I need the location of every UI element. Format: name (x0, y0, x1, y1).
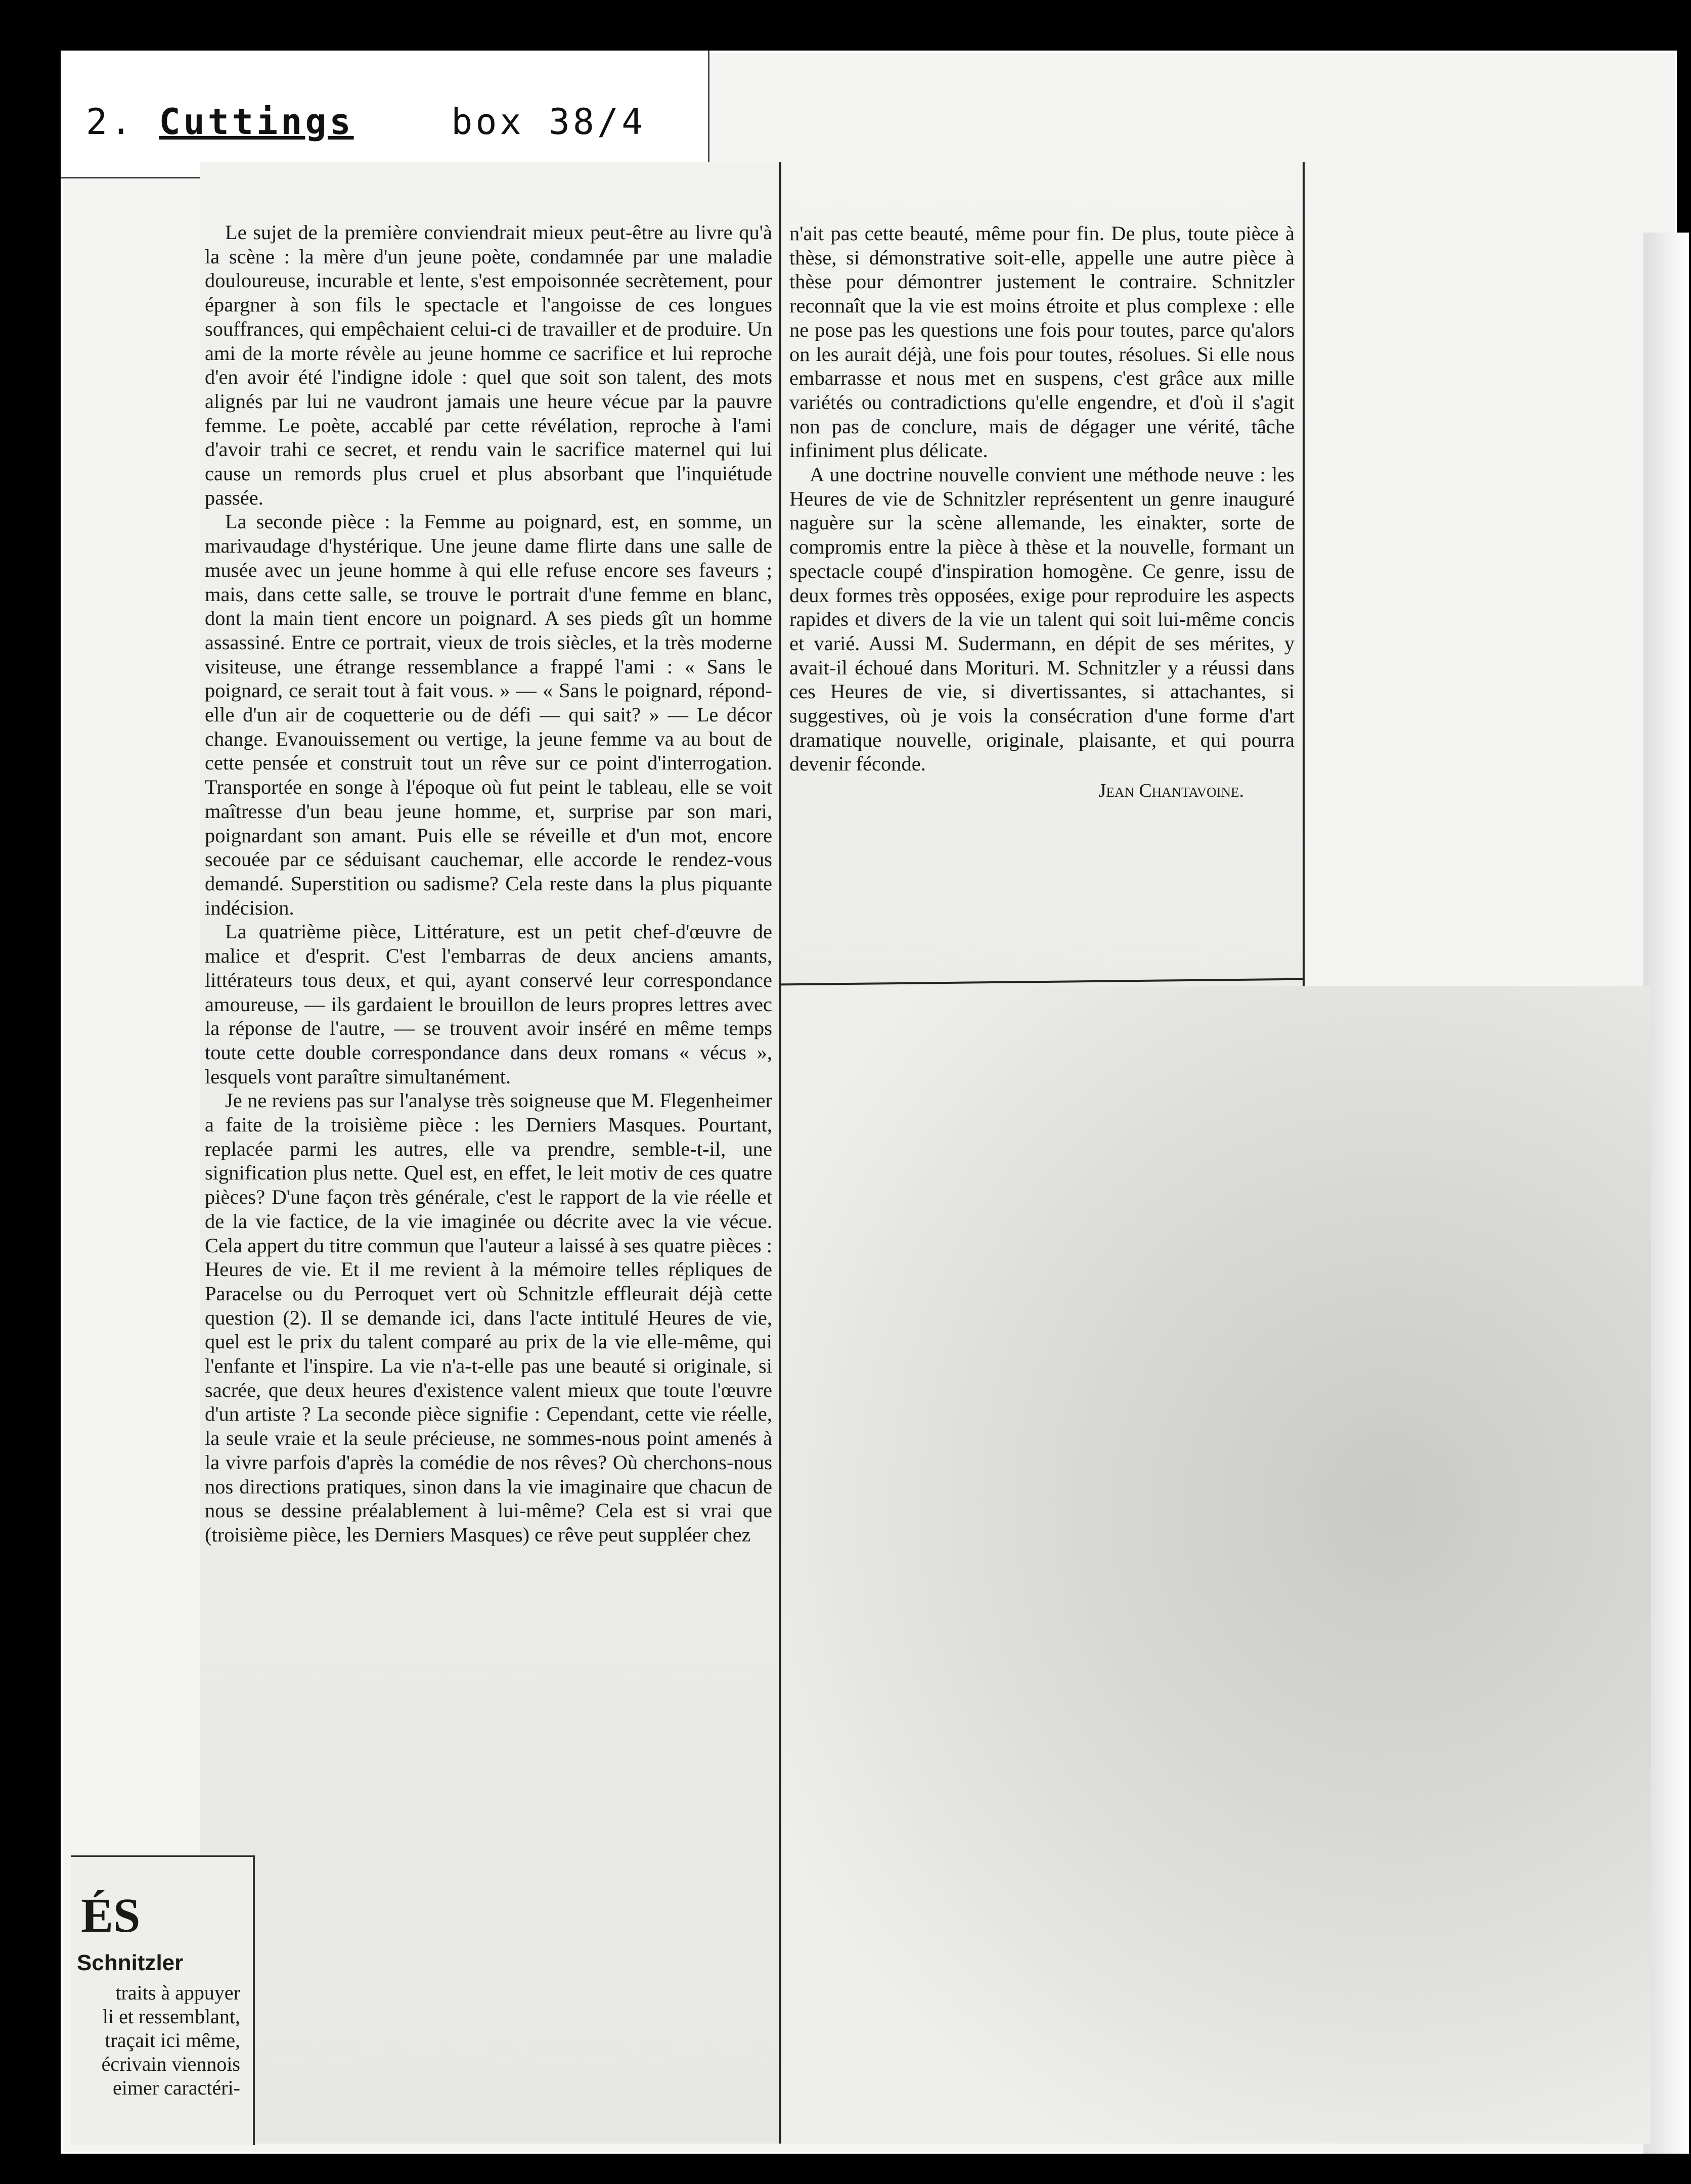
paragraph: La seconde pièce : la Femme au poignard, est, en somme, un marivaudage d'hystérique. Une jeune dame flirte dans une salle de musée avec un jeune homme à qui elle refuse encore ses faveurs ; mais, dans cette salle, se trouve le portrait d'une femme en blanc, dont la main tient encore un poignard. A ses pieds gît un homme assassiné. Entre ce portrait, vieux de trois siècles, et la très moderne visiteuse, une étrange ressemblance a frappé l'ami : « Sans le poignard, ce serait tout à fait vous. » — « Sans le poignard, répond-elle d'un air de coquetterie ou de défi — qui sait? » — Le décor change. Evanouissement ou vertige, la jeune femme va au bout de cette pensée et construit tout un rêve sur ce point d'interrogation. Transportée en songe à l'époque où fut peint le tableau, elle se voit maîtresse d'un beau jeune homme, et, surprise par son mari, poignardant son amant. Puis elle se réveille et d'un mot, encore secouée par ce séduisant cauchemar, elle accorde le rendez-vous demandé. Superstition ou sadisme? Cela reste dans la plus piquante indécision. (205, 510, 772, 919)
label-box: box 38/4 (451, 101, 646, 143)
fragment-line: traits à appuyer (115, 1981, 240, 2004)
fragment-line: traçait ici même, (105, 2029, 240, 2052)
fragment-line: li et ressemblant, (102, 2005, 240, 2028)
archive-label-text (86, 101, 646, 143)
label-number: 2. (86, 101, 135, 143)
author-signature: Jean Chantavoine. (1098, 780, 1244, 802)
paragraph: A une doctrine nouvelle convient une méthode neuve : les Heures de vie de Schnitzler représentent un genre inauguré naguère sur la scène allemande, les einakter, sorte de compromis entre la pièce à thèse et la nouvelle, formant un spectacle coupé d'inspiration homogène. Ce genre, issu de deux formes très opposées, exige pour reproduire les aspects rapides et divers de la vie un talent qui soit lui-même concis et varié. Aussi M. Sudermann, en dépit de ses mérites, y avait-il échoué dans Morituri. M. Schnitzler y a réussi dans ces Heures de vie, si divertissantes, si attachantes, si suggestives, où je vois la consécration d'une forme d'art dramatique nouvelle, originale, plaisante, et qui pourra devenir féconde. (789, 463, 1295, 776)
fragment-line: eimer caractéri- (112, 2076, 240, 2099)
fragment-line: écrivain viennois (101, 2053, 240, 2075)
paragraph: La quatrième pièce, Littérature, est un petit chef-d'œuvre de malice et d'esprit. C'est l'embarras de deux anciens amants, littérateurs tous deux, et qui, ayant conservé leur correspondance amoureuse, — ils gardaient le brouillon de leurs propres lettres avec la réponse de l'autre, — se trouvent avoir inséré en même temps toute cette double correspondance dans deux romans « vécus », lesquels vont paraître simultanément. (205, 920, 772, 1088)
paragraph: Je ne reviens pas sur l'analyse très soigneuse que M. Flegenheimer a faite de la troisième pièce : les Derniers Masques. Pourtant, replacée parmi les autres, elle va prendre, semble-t-il, une signification plus nette. Quel est, en effet, le leit motiv de ces quatre pièces? D'une façon très générale, c'est le rapport de la vie réelle et de la vie factice, de la vie imaginée ou décrite avec la vie vécue. Cela appert du titre commun que l'auteur a laissé à ses quatre pièces : Heures de vie. Et il me revient à la mémoire telles répliques de Paracelse ou du Perroquet vert où Schnitzle effleurait déjà cette question (2). Il se demande ici, dans l'acte intitulé Heures de vie, quel est le prix du talent comparé au prix de la vie elle-même, qui l'enfante et l'inspire. La vie n'a-t-elle pas une beauté si originale, si sacrée, que deux heures d'existence valent mieux que toute l'œuvre d'un artiste ? La seconde pièce signifie : Cependant, cette vie réelle, la seule vraie et la seule précieuse, ne sommes-nous point amenés à la vivre parfois d'après la comédie de nos rêves? Où cherchons-nous nos directions pratiques, sinon dans la vie imaginaire que chacun de nous se dessine préalablement à lui-même? Cela est si vrai que (troisième pièce, les Derniers Masques) ce rêve peut suppléer chez (205, 1089, 772, 1546)
label-cuttings: Cuttings (159, 101, 354, 143)
paragraph: Le sujet de la première conviendrait mieux peut-être au livre qu'à la scène : la mère d'un jeune poète, condamnée par une maladie douloureuse, incurable et lente, s'est empoisonnée secrètement, pour épargner à son fils le spectacle et l'angoisse de ces longues souffrances, qui empêchaient celui-ci de travailler et de produire. Un ami de la morte révèle au jeune homme ce sacrifice et lui reproche d'en avoir été l'indigne idole : quel que soit son talent, des mots alignés par lui ne vaudront jamais une heure vécue par la pauvre femme. Le poète, accablé par cette révélation, reproche à l'ami d'avoir trahi ce secret, et rendu vain le sacrifice maternel qui lui cause un remords plus cruel et plus absorbant que l'inquiétude passée. (205, 221, 772, 509)
archive-label (61, 51, 709, 178)
clipping-fragment (71, 1855, 255, 2145)
blank-paper-area (781, 986, 1651, 2144)
paragraph: n'ait pas cette beauté, même pour fin. De plus, toute pièce à thèse, si démonstrative soit-elle, appelle une autre pièce à thèse pour démontrer justement le contraire. Schnitzler reconnaît que la vie est moins étroite et plus complexe : elle ne pose pas les questions une fois pour toutes, parce qu'alors on les aurait déjà, une fois pour toutes, résolues. Si elle nous embarrasse et nous met en suspens, c'est grâce aux mille variétés ou contradictions qu'elle engendre, et d'où il s'agit non pas de conclure, mais de dégager une vérité, tâche infiniment plus délicate. (789, 222, 1295, 462)
fragment-subtitle: Schnitzler (77, 1950, 184, 1975)
clipping-left-column (200, 162, 781, 2144)
fragment-title: ÉS (81, 1888, 141, 1942)
fragment-lines (71, 1981, 240, 2100)
clipping-right-column (781, 162, 1305, 996)
